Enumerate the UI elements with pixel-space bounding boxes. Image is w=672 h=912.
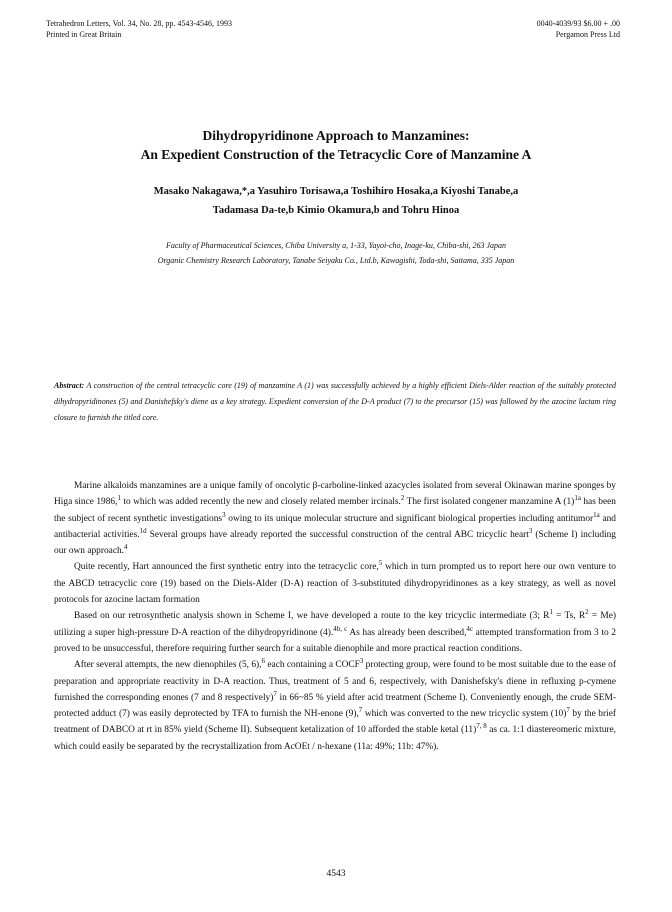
paper-title [40, 126, 632, 164]
title-line-2: An Expedient Construction of the Tetracyclic Core of Manzamine A [140, 147, 532, 162]
reference-superscript: 1d [139, 526, 147, 535]
reference-superscript: 3 [359, 657, 364, 666]
reference-superscript: 3 [528, 526, 533, 535]
journal-code [537, 18, 620, 40]
reference-superscript: 1a [574, 494, 581, 503]
paragraph-4 [54, 657, 616, 755]
affiliation-a: Faculty of Pharmaceutical Sciences, Chiba University a, 1-33, Yayoi-cho, Inage-ku, Chiba-shi, 263 Japan [165, 241, 507, 250]
text-run: by the brief treatment of DABCO at rt in 85% yield (Scheme II). Subsequent ketalization of 10 afforded the stable ketal (11) [54, 709, 617, 736]
text-run: = Me) utilizing a super high-pressure D-A reaction of the dihydropyridinone (4). [54, 611, 617, 638]
text-run: which in turn prompted us to report here our own venture to the ABCD tetracyclic core (19) based on the Diels-Alder (D-A) reaction of 3-substituted dihydropyridinones as a key strategy, as well as novel protocols for azocine lactam formation [54, 562, 616, 606]
text-run: has been the subject of recent synthetic investigations [54, 497, 616, 524]
text-run: Quite recently, Hart announced the first synthetic entry into the tetracyclic core, [74, 562, 379, 573]
affiliations [40, 238, 632, 268]
text-run: attempted transformation from 3 to 2 proved to be unsuccessful, therefore requiring further search for a suitable dienophile and more practical reaction conditions. [54, 627, 616, 654]
reference-superscript: 3 [222, 510, 226, 519]
paragraph-3 [54, 608, 616, 657]
reference-superscript: 7 [358, 706, 363, 715]
paragraph-2 [54, 559, 616, 608]
reference-superscript: 7 [566, 706, 570, 715]
abstract-text: A construction of the central tetracyclic core (19) of manzamine A (1) was successfully achieved by a highly efficient Diels-Alder reaction of the suitably protected dihydropyridinones (5) and Danishefsky's diene as a key strategy. Expedient conversion of the D-A product (7) to the precursor (15) was followed by the azocine lactam ring closure to furnish the titled core. [54, 381, 616, 422]
text-run: After several attempts, the new dienophiles (5, 6), [74, 660, 262, 671]
reference-superscript: 7 [273, 689, 277, 698]
text-run: Based on our retrosynthetic analysis shown in Scheme I, we have developed a route to the key tricyclic intermediate (3; R [74, 611, 550, 622]
reference-superscript: 4b, c [333, 624, 348, 633]
publisher: Pergamon Press Ltd [555, 30, 620, 39]
journal-citation [46, 18, 232, 40]
reference-superscript: 4 [124, 543, 128, 552]
reference-superscript: 2 [585, 608, 589, 617]
text-run: = Ts, R [552, 611, 586, 622]
paragraph-1 [54, 478, 616, 559]
reference-superscript: 5 [378, 559, 383, 568]
journal-citation-line: Tetrahedron Letters, Vol. 34, No. 28, pp. 4543-4546, 1993 [46, 19, 233, 28]
author-list [40, 182, 632, 220]
reference-superscript: 1 [549, 608, 553, 617]
text-run: The first isolated congener manzamine A (1) [404, 497, 575, 508]
text-run: protecting group, were found to be most suitable due to the ease of preparation and appropriate reactivity in D-A reaction. Thus, treatment of 5 and 6, respectively, with Danishefsky's diene in refluxing p-cymene furnished the corresponding enones (7 and 8 respectively) [54, 660, 616, 703]
text-run: to which was added recently the new and closely related member ircinals. [120, 497, 401, 508]
text-run: and antibacterial activities. [54, 513, 616, 540]
reference-superscript: 6 [261, 657, 266, 666]
text-run: (Scheme I) including our own approach. [54, 529, 616, 557]
text-run: in 66~85 % yield after acid treatment (Scheme I). Conveniently enough, the crude SEM-protected adduct (7) was easily deprotected by TFA to furnish the NH-enone (9), [54, 692, 616, 720]
text-run: Several groups have already reported the successful construction of the central ABC tricyclic heart [146, 529, 529, 540]
title-line-1: Dihydropyridinone Approach to Manzamines: [202, 128, 470, 143]
page-number: 4543 [326, 869, 346, 879]
affiliation-b: Organic Chemistry Research Laboratory, Tanabe Seiyaku Co., Ltd.b, Kawagishi, Toda-shi, Saitama, 335 Japan [157, 256, 515, 265]
text-run: as ca. 1:1 diastereomeric mixture, which could easily be separated by the recrystallization from AcOEt / n-hexane (11a: 49%; 11b: 47%). [54, 725, 617, 752]
text-run: which was converted to the new tricyclic system (10) [362, 709, 567, 720]
reference-superscript: 7, 8 [476, 722, 487, 731]
reference-superscript: 1a [593, 510, 600, 519]
reference-superscript: 1 [117, 494, 121, 503]
text-run: owing to its unique molecular structure and significant biological properties including antitumor [225, 513, 594, 524]
authors-line-2: Tadamasa Da-te,b Kimio Okamura,b and Tohru Hinoa [212, 205, 460, 216]
abstract-label: Abstract: [54, 381, 85, 390]
text-run: each containing a COCF [265, 660, 360, 671]
authors-line-1: Masako Nakagawa,*,a Yasuhiro Torisawa,a Toshihiro Hosaka,a Kiyoshi Tanabe,a [153, 186, 519, 197]
body-text [54, 478, 616, 755]
issn-price: 0040-4039/93 $6.00 + .00 [536, 19, 620, 28]
reference-superscript: 2 [400, 494, 405, 503]
text-run: As has already been described, [347, 627, 467, 638]
text-run: Marine alkaloids manzamines are a unique family of oncolytic β-carboline-linked azacycles isolated from several Okinawan marine sponges by Higa since 1986, [54, 481, 616, 508]
abstract [54, 378, 616, 426]
reference-superscript: 4c [466, 624, 474, 633]
printed-in: Printed in Great Britain [46, 30, 122, 39]
